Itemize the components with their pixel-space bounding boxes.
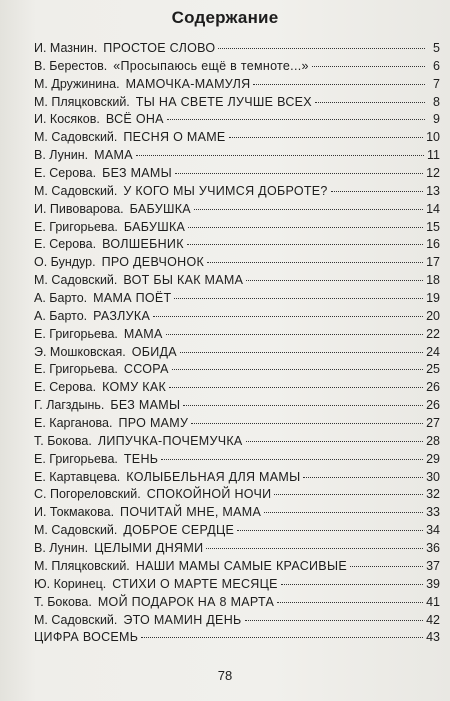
toc-entry (34, 326, 440, 344)
toc-work-title: У КОГО МЫ УЧИМСЯ ДОБРОТЕ? (123, 183, 328, 198)
toc-page-number: 5 (433, 41, 440, 55)
toc-page-number: 14 (426, 201, 440, 216)
toc-page-number: 27 (426, 416, 440, 431)
toc-page-number: 39 (426, 576, 440, 591)
toc-work-title: ТЫ НА СВЕТЕ ЛУЧШЕ ВСЕХ (135, 94, 312, 109)
toc-author: Е. Григорьева. (34, 219, 118, 234)
toc-leader-dots (172, 369, 423, 370)
toc-author: М. Садовский. (34, 183, 118, 198)
toc-author: М. Пляцковский. (34, 94, 130, 109)
toc-entry (34, 415, 440, 433)
toc-entry (34, 40, 440, 58)
toc-leader-dots (350, 566, 423, 567)
toc-author: М. Садовский. (34, 612, 118, 627)
toc-leader-dots (312, 66, 425, 67)
toc-work-title: ПРО ДЕВЧОНОК (101, 255, 205, 270)
toc-entry (34, 147, 440, 165)
toc-work-title: КОЛЫБЕЛЬНАЯ ДЛЯ МАМЫ (126, 469, 301, 484)
toc-leader-dots (246, 441, 424, 442)
toc-leader-dots (174, 298, 423, 299)
toc-leader-dots (167, 119, 425, 120)
toc-work-title: БЕЗ МАМЫ (110, 398, 181, 413)
toc-work-title: ЦЕЛЫМИ ДНЯМИ (94, 541, 204, 556)
toc-leader-dots (264, 512, 423, 513)
toc-leader-dots (303, 477, 423, 478)
toc-work-title: ОБИДА (131, 344, 177, 359)
toc-author: А. Барто. (34, 291, 88, 306)
toc-page-number: 12 (426, 166, 440, 181)
toc-entry (34, 612, 440, 630)
toc-page-number: 24 (426, 344, 440, 359)
toc-leader-dots (206, 548, 423, 549)
toc-leader-dots (218, 48, 425, 49)
toc-leader-dots (274, 494, 423, 495)
toc-leader-dots (136, 155, 424, 156)
toc-author: В. Лунин. (34, 148, 89, 163)
toc-page-number: 22 (426, 326, 440, 341)
toc-page-number: 25 (426, 362, 440, 377)
toc-leader-dots (281, 584, 423, 585)
toc-work-title: БАБУШКА (123, 219, 186, 234)
toc-page-number: 26 (426, 398, 440, 413)
toc-page-number: 18 (426, 273, 440, 288)
toc-leader-dots (180, 352, 423, 353)
toc-work-title: МАМОЧКА-МАМУЛЯ (125, 76, 251, 91)
toc-author: М. Садовский. (34, 273, 118, 288)
toc-entry (34, 451, 440, 469)
toc-leader-dots (161, 459, 423, 460)
toc-author: М. Садовский. (34, 130, 118, 145)
toc-work-title: ВСЁ ОНА (105, 112, 164, 127)
toc-page-number: 13 (426, 183, 440, 198)
toc-leader-dots (188, 227, 423, 228)
toc-work-title: МАМА (94, 148, 133, 163)
toc-entry (34, 58, 440, 76)
toc-entry (34, 558, 440, 576)
toc-author: М. Садовский. (34, 523, 118, 538)
toc-work-title: ПРО МАМУ (118, 416, 189, 431)
toc-entry (34, 219, 440, 237)
toc-work-title: МАМА ПОЁТ (93, 291, 172, 306)
toc-work-title: БАБУШКА (129, 201, 191, 216)
toc-work-title: МАМА (123, 326, 163, 341)
toc-entry (34, 201, 440, 219)
toc-leader-dots (166, 334, 424, 335)
toc-work-title: КОМУ КАК (102, 380, 167, 395)
table-of-contents (34, 40, 440, 647)
toc-work-title: «Просыпаюсь ещё в темноте...» (113, 58, 309, 73)
toc-entry (34, 76, 440, 94)
toc-work-title: ВОТ БЫ КАК МАМА (123, 273, 244, 288)
toc-leader-dots (175, 173, 423, 174)
toc-entry (34, 361, 440, 379)
toc-page-number: 42 (426, 612, 440, 627)
toc-leader-dots (153, 316, 423, 317)
toc-page-number: 36 (426, 541, 440, 556)
toc-author: А. Барто. (34, 308, 88, 323)
toc-author: Е. Серова. (34, 166, 97, 181)
toc-work-title: ССОРА (123, 362, 169, 377)
toc-work-title: ДОБРОЕ СЕРДЦЕ (123, 523, 235, 538)
toc-work-title: РАЗЛУКА (93, 308, 151, 323)
toc-author: Е. Карганова. (34, 416, 113, 431)
toc-author: Э. Мошковская. (34, 344, 126, 359)
toc-entry (34, 629, 440, 647)
toc-leader-dots (169, 387, 423, 388)
toc-leader-dots (191, 423, 423, 424)
toc-author: М. Пляцковский. (34, 558, 130, 573)
toc-leader-dots (315, 102, 425, 103)
toc-leader-dots (277, 602, 423, 603)
toc-page-number: 33 (426, 505, 440, 520)
toc-work-title: ПОЧИТАЙ МНЕ, МАМА (120, 505, 262, 520)
toc-page-number: 8 (433, 94, 440, 109)
toc-author: М. Дружинина. (34, 76, 120, 91)
toc-author: Ю. Коринец. (34, 576, 107, 591)
toc-entry (34, 522, 440, 540)
toc-entry (34, 594, 440, 612)
toc-leader-dots (207, 262, 423, 263)
toc-leader-dots (229, 137, 424, 138)
toc-entry (34, 94, 440, 112)
toc-entry (34, 290, 440, 308)
toc-leader-dots (141, 637, 423, 638)
toc-page-number: 11 (427, 148, 440, 163)
toc-entry (34, 344, 440, 362)
toc-leader-dots (246, 280, 423, 281)
toc-page-number: 28 (426, 433, 440, 448)
toc-entry (34, 486, 440, 504)
toc-page-number: 16 (426, 237, 440, 252)
toc-entry (34, 308, 440, 326)
toc-page-number: 34 (426, 523, 440, 538)
toc-page-number: 30 (426, 469, 440, 484)
toc-page-number: 43 (426, 630, 440, 645)
toc-work-title: НАШИ МАМЫ САМЫЕ КРАСИВЫЕ (135, 558, 347, 573)
toc-author: Т. Бокова. (34, 594, 92, 609)
toc-page-number: 20 (426, 308, 440, 323)
toc-work-title: БЕЗ МАМЫ (102, 166, 173, 181)
toc-work-title: ПЕСНЯ О МАМЕ (123, 130, 226, 145)
toc-author: И. Мазнин. (34, 41, 98, 55)
toc-work-title: ПРОСТОЕ СЛОВО (103, 41, 216, 55)
toc-page-number: 15 (426, 219, 440, 234)
toc-page-number: 19 (426, 291, 440, 306)
toc-page-number: 9 (433, 112, 440, 127)
toc-author: Е. Григорьева. (34, 326, 118, 341)
toc-work-title: МОЙ ПОДАРОК НА 8 МАРТА (97, 594, 275, 609)
toc-work-title: СТИХИ О МАРТЕ МЕСЯЦЕ (112, 576, 278, 591)
toc-entry (34, 433, 440, 451)
page-number: 78 (217, 668, 233, 683)
toc-author: С. Погореловский. (34, 487, 141, 502)
toc-author: Е. Григорьева. (34, 362, 118, 377)
toc-page-number: 17 (426, 255, 440, 270)
toc-work-title: ЦИФРА ВОСЕМЬ (34, 630, 139, 645)
toc-page-number: 7 (433, 76, 440, 91)
toc-entry (34, 504, 440, 522)
toc-leader-dots (237, 530, 423, 531)
page-title: Содержание (171, 8, 279, 27)
toc-entry (34, 469, 440, 487)
toc-author: И. Токмакова. (34, 505, 115, 520)
toc-entry (34, 540, 440, 558)
toc-leader-dots (331, 191, 423, 192)
toc-page-number: 10 (426, 130, 440, 145)
toc-entry (34, 165, 440, 183)
toc-author: И. Пивоварова. (34, 201, 124, 216)
toc-leader-dots (183, 405, 423, 406)
toc-leader-dots (194, 209, 423, 210)
toc-entry (34, 129, 440, 147)
toc-page-number: 26 (426, 380, 440, 395)
toc-leader-dots (245, 620, 424, 621)
toc-page-number: 32 (426, 487, 440, 502)
toc-page-number: 37 (426, 558, 440, 573)
toc-author: О. Бундур. (34, 255, 96, 270)
toc-author: Г. Лагздынь. (34, 398, 105, 413)
toc-page-number: 29 (426, 451, 440, 466)
toc-leader-dots (187, 244, 423, 245)
toc-work-title: ТЕНЬ (123, 451, 159, 466)
toc-author: Е. Серова. (34, 380, 97, 395)
toc-work-title: ЭТО МАМИН ДЕНЬ (123, 612, 242, 627)
toc-author: Е. Картавцева. (34, 469, 121, 484)
toc-entry (34, 111, 440, 129)
toc-entry (34, 397, 440, 415)
toc-page-number: 6 (433, 58, 440, 73)
toc-author: В. Лунин. (34, 541, 89, 556)
toc-author: Е. Серова. (34, 237, 97, 252)
toc-author: Е. Григорьева. (34, 451, 118, 466)
toc-author: Т. Бокова. (34, 433, 92, 448)
toc-work-title: ЛИПУЧКА-ПОЧЕМУЧКА (97, 433, 243, 448)
toc-entry (34, 254, 440, 272)
toc-author: И. Косяков. (34, 112, 100, 127)
toc-work-title: ВОЛШЕБНИК (102, 237, 184, 252)
toc-author: В. Берестов. (34, 58, 108, 73)
toc-leader-dots (253, 84, 425, 85)
toc-work-title: СПОКОЙНОЙ НОЧИ (146, 487, 272, 502)
toc-entry (34, 576, 440, 594)
toc-page-number: 41 (426, 594, 440, 609)
toc-entry (34, 379, 440, 397)
toc-entry (34, 236, 440, 254)
toc-entry (34, 183, 440, 201)
toc-entry (34, 272, 440, 290)
